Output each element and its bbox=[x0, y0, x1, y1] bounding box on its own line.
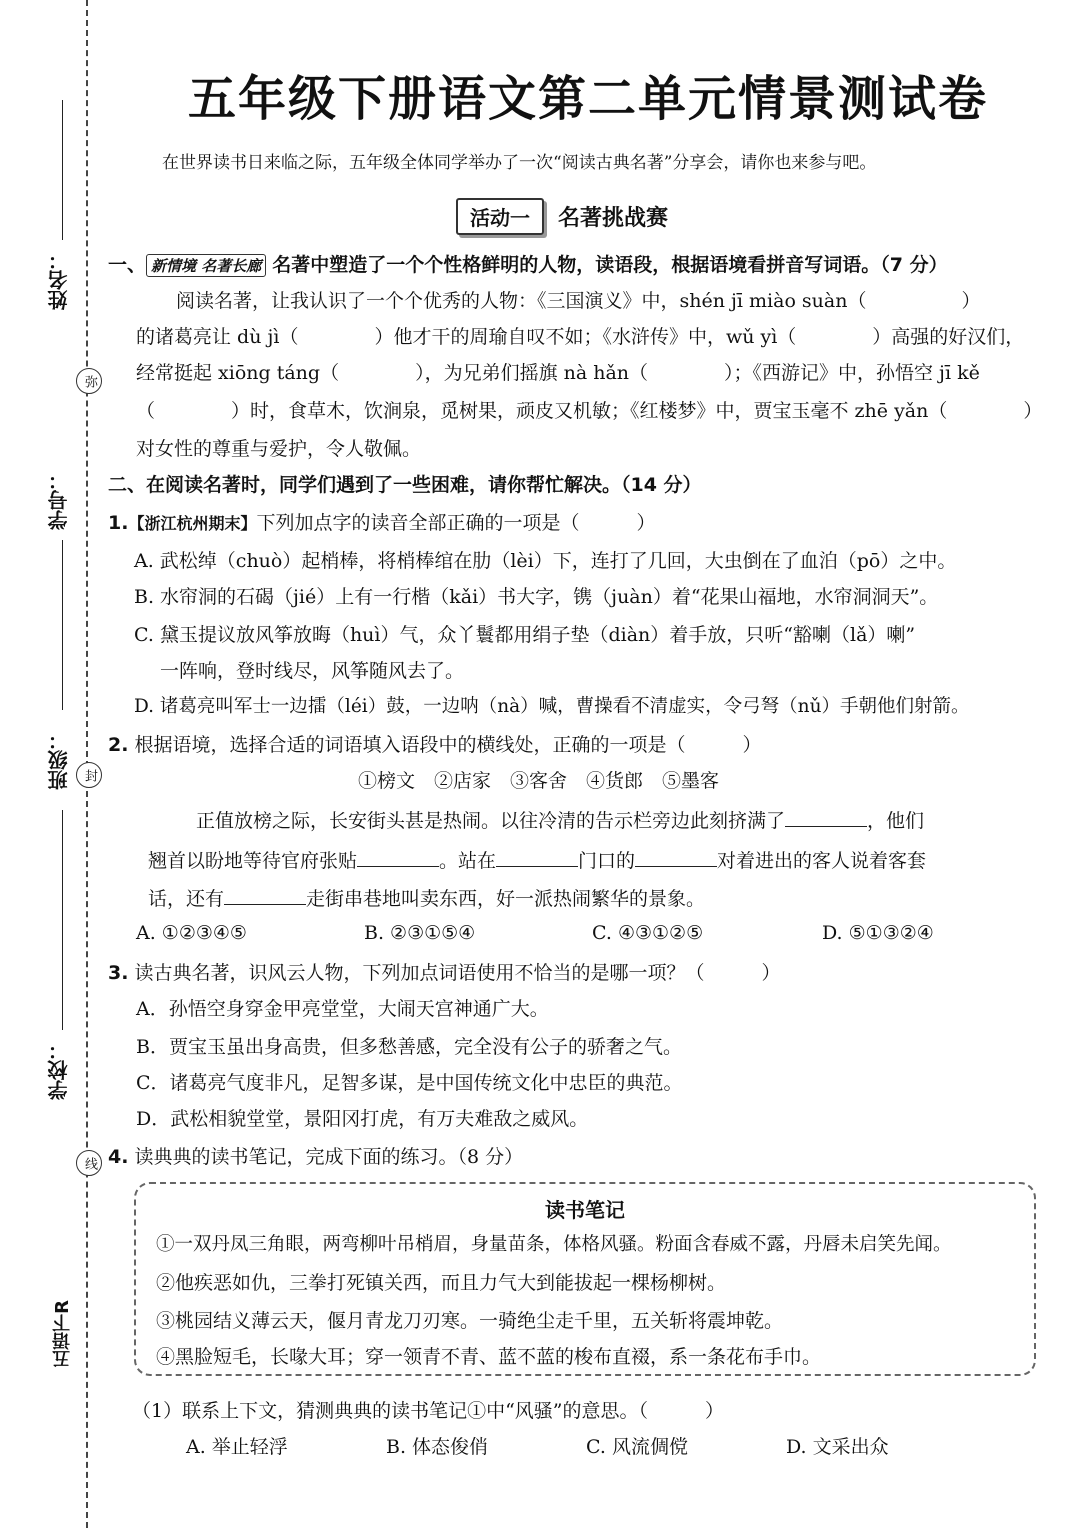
name-label: 姓名： bbox=[47, 250, 71, 310]
page-title: 五年级下册语文第二单元情景测试卷 bbox=[187, 71, 988, 127]
question-2-para-line-3 bbox=[148, 884, 705, 911]
reading-note-3: ③桃园结义薄云天，偃月青龙刀刃寒。一骑绝尘走千里，五关斩将震坤乾。 bbox=[156, 1310, 784, 1332]
activity-header bbox=[456, 198, 668, 235]
section1-heading bbox=[108, 250, 948, 277]
fill-blank-5[interactable] bbox=[224, 888, 306, 905]
question-1-option-d: D. 诸葛亮叫军士一边擂（léi）鼓，一边呐（nà）喊，曹操看不清虚实，令弓弩（nǔ）手朝他们射箭。 bbox=[134, 696, 970, 717]
para1-text-b: ，他们 bbox=[867, 810, 925, 832]
seal-mark-3: 线 bbox=[76, 1150, 102, 1176]
school-label: 学校： bbox=[47, 1040, 71, 1100]
sub1-option-a: A. 举止轻浮 bbox=[186, 1436, 288, 1458]
reading-note-2: ②他疾恶如仇，三拳打死镇关西，而且力气大到能拔起一棵杨柳树。 bbox=[156, 1272, 727, 1294]
question-1-source: 【浙江杭州期末】 bbox=[128, 514, 257, 533]
question-2-option-d: D. ⑤①③②④ bbox=[822, 922, 934, 944]
activity-name: 名著挑战赛 bbox=[558, 205, 669, 231]
question-2-number: 2. bbox=[108, 734, 129, 756]
question-2-option-c: C. ④③①②⑤ bbox=[592, 922, 704, 944]
class-label: 班级： bbox=[47, 730, 71, 790]
question-2-stem bbox=[108, 730, 762, 757]
question-2-option-b: B. ②③①⑤④ bbox=[364, 922, 476, 944]
question-3-text: 读古典名著，识风云人物，下列加点词语使用不恰当的是哪一项？（ ） bbox=[134, 962, 781, 984]
seal-mark-2: 封 bbox=[76, 762, 102, 788]
binding-margin bbox=[0, 0, 100, 1528]
question-3-number: 3. bbox=[108, 962, 129, 984]
fill-blank-4[interactable] bbox=[635, 850, 717, 867]
para2-text-a: 翘首以盼地等待官府张贴 bbox=[148, 850, 358, 872]
question-4-sub-1: （1）联系上下文，猜测典典的读书笔记①中“风骚”的意思。（ ） bbox=[132, 1400, 725, 1422]
para2-text-d: 对着进出的客人说着客套 bbox=[717, 850, 927, 872]
fill-blank-1[interactable] bbox=[785, 810, 867, 827]
para2-text-c: 门口的 bbox=[578, 850, 636, 872]
student-no-underline bbox=[62, 540, 63, 710]
section1-line-1: 阅读名著，让我认识了一个个优秀的人物：《三国演义》中，shén jī miào suàn（ ） bbox=[176, 290, 981, 312]
section1-number: 一、 bbox=[108, 254, 147, 276]
reading-notes-title: 读书笔记 bbox=[545, 1198, 625, 1222]
question-4-number: 4. bbox=[108, 1146, 129, 1168]
question-4-stem bbox=[108, 1142, 523, 1169]
question-1-number: 1. bbox=[108, 512, 129, 534]
section1-line-2: 的诸葛亮让 dù jì（ ）他才干的周瑜自叹不如；《水浒传》中，wǔ yì（ ）高强的好汉们， bbox=[136, 326, 1025, 348]
name-underline bbox=[62, 100, 63, 240]
question-3-stem bbox=[108, 958, 781, 985]
fill-blank-3[interactable] bbox=[496, 850, 578, 867]
section1-line-4: （ ）时，食草木，饮涧泉，觅树果，顽皮又机敏；《红楼梦》中，贾宝玉毫不 zhē yǎn（ ） bbox=[136, 400, 1043, 422]
question-2-para-line-1 bbox=[196, 806, 924, 833]
reading-note-1: ①一双丹凤三角眼，两弯柳叶吊梢眉，身量苗条，体格风骚。粉面含春威不露，丹唇未启笑先闻。 bbox=[156, 1234, 952, 1255]
new-context-tag: 新情境 名著长廊 bbox=[146, 254, 266, 277]
question-1-option-b: B. 水帘洞的石碣（jié）上有一行楷（kǎi）书大字，镌（juàn）着“花果山福地，水帘洞洞天”。 bbox=[134, 586, 939, 608]
para2-text-b: 。站在 bbox=[439, 850, 497, 872]
reading-notes-box bbox=[134, 1182, 1036, 1376]
para3-text-a: 话，还有 bbox=[148, 888, 225, 910]
question-1-option-a: A. 武松绰（chuò）起梢棒，将梢棒绾在肋（lèi）下，连打了几回，大虫倒在了血泊（pō）之中。 bbox=[134, 550, 957, 572]
question-3-option-c: C．诸葛亮气度非凡，足智多谋，是中国传统文化中忠臣的典范。 bbox=[136, 1072, 683, 1094]
question-1-text: 下列加点字的读音全部正确的一项是（ ） bbox=[256, 512, 656, 534]
sub1-option-d: D. 文采出众 bbox=[786, 1436, 889, 1458]
booklet-code: 五语下R bbox=[52, 1300, 73, 1368]
question-2-para-line-2 bbox=[148, 846, 926, 873]
question-2-text: 根据语境，选择合适的词语填入语段中的横线处，正确的一项是（ ） bbox=[134, 734, 762, 756]
activity-badge: 活动一 bbox=[456, 198, 544, 235]
question-1-option-c: C. 黛玉提议放风筝放晦（huì）气，众丫鬟都用绢子垫（diàn）着手放，只听“豁喇（lǎ）喇” bbox=[134, 624, 916, 646]
question-1-option-c-cont: 一阵响，登时线尽，风筝随风去了。 bbox=[160, 660, 465, 682]
section1-line-5: 对女性的尊重与爱护，令人敬佩。 bbox=[136, 438, 422, 460]
intro-text: 在世界读书日来临之际，五年级全体同学举办了一次“阅读古典名著”分享会，请你也来参与吧。 bbox=[162, 153, 877, 173]
question-4-text: 读典典的读书笔记，完成下面的练习。（8 分） bbox=[134, 1146, 524, 1168]
seal-mark-1: 弥 bbox=[76, 368, 102, 394]
question-1-stem bbox=[108, 508, 655, 535]
sub1-option-c: C. 风流倜傥 bbox=[586, 1436, 688, 1458]
sub1-option-b: B. 体态俊俏 bbox=[386, 1436, 489, 1458]
question-2-option-a: A. ①②③④⑤ bbox=[136, 922, 247, 944]
para3-text-b: 走街串巷地叫卖东西，好一派热闹繁华的景象。 bbox=[306, 888, 706, 910]
section1-line-3: 经常挺起 xiōng táng（ ），为兄弟们摇旗 nà hǎn（ ）；《西游记》中，孙悟空 jī kě bbox=[136, 362, 980, 384]
question-3-option-b: B．贾宝玉虽出身高贵，但多愁善感，完全没有公子的骄奢之气。 bbox=[136, 1036, 682, 1058]
section1-text: 名著中塑造了一个个性格鲜明的人物，读语段，根据语境看拼音写词语。（7 分） bbox=[272, 254, 948, 276]
section2-heading: 二、在阅读名著时，同学们遇到了一些困难，请你帮忙解决。（14 分） bbox=[108, 474, 702, 496]
fill-blank-2[interactable] bbox=[357, 850, 439, 867]
class-underline bbox=[62, 810, 63, 1030]
student-no-label: 学号： bbox=[47, 470, 71, 530]
question-3-option-a: A．孙悟空身穿金甲亮堂堂，大闹天宫神通广大。 bbox=[136, 998, 549, 1020]
question-3-option-d: D．武松相貌堂堂，景阳冈打虎，有万夫难敌之威风。 bbox=[136, 1108, 589, 1130]
reading-note-4: ④黑脸短毛，长喙大耳；穿一领青不青、蓝不蓝的梭布直裰，系一条花布手巾。 bbox=[156, 1346, 822, 1368]
question-2-word-bank: ①榜文 ②店家 ③客舍 ④货郎 ⑤墨客 bbox=[358, 770, 720, 792]
para1-text-a: 正值放榜之际，长安街头甚是热闹。以往冷清的告示栏旁边此刻挤满了 bbox=[196, 810, 786, 832]
